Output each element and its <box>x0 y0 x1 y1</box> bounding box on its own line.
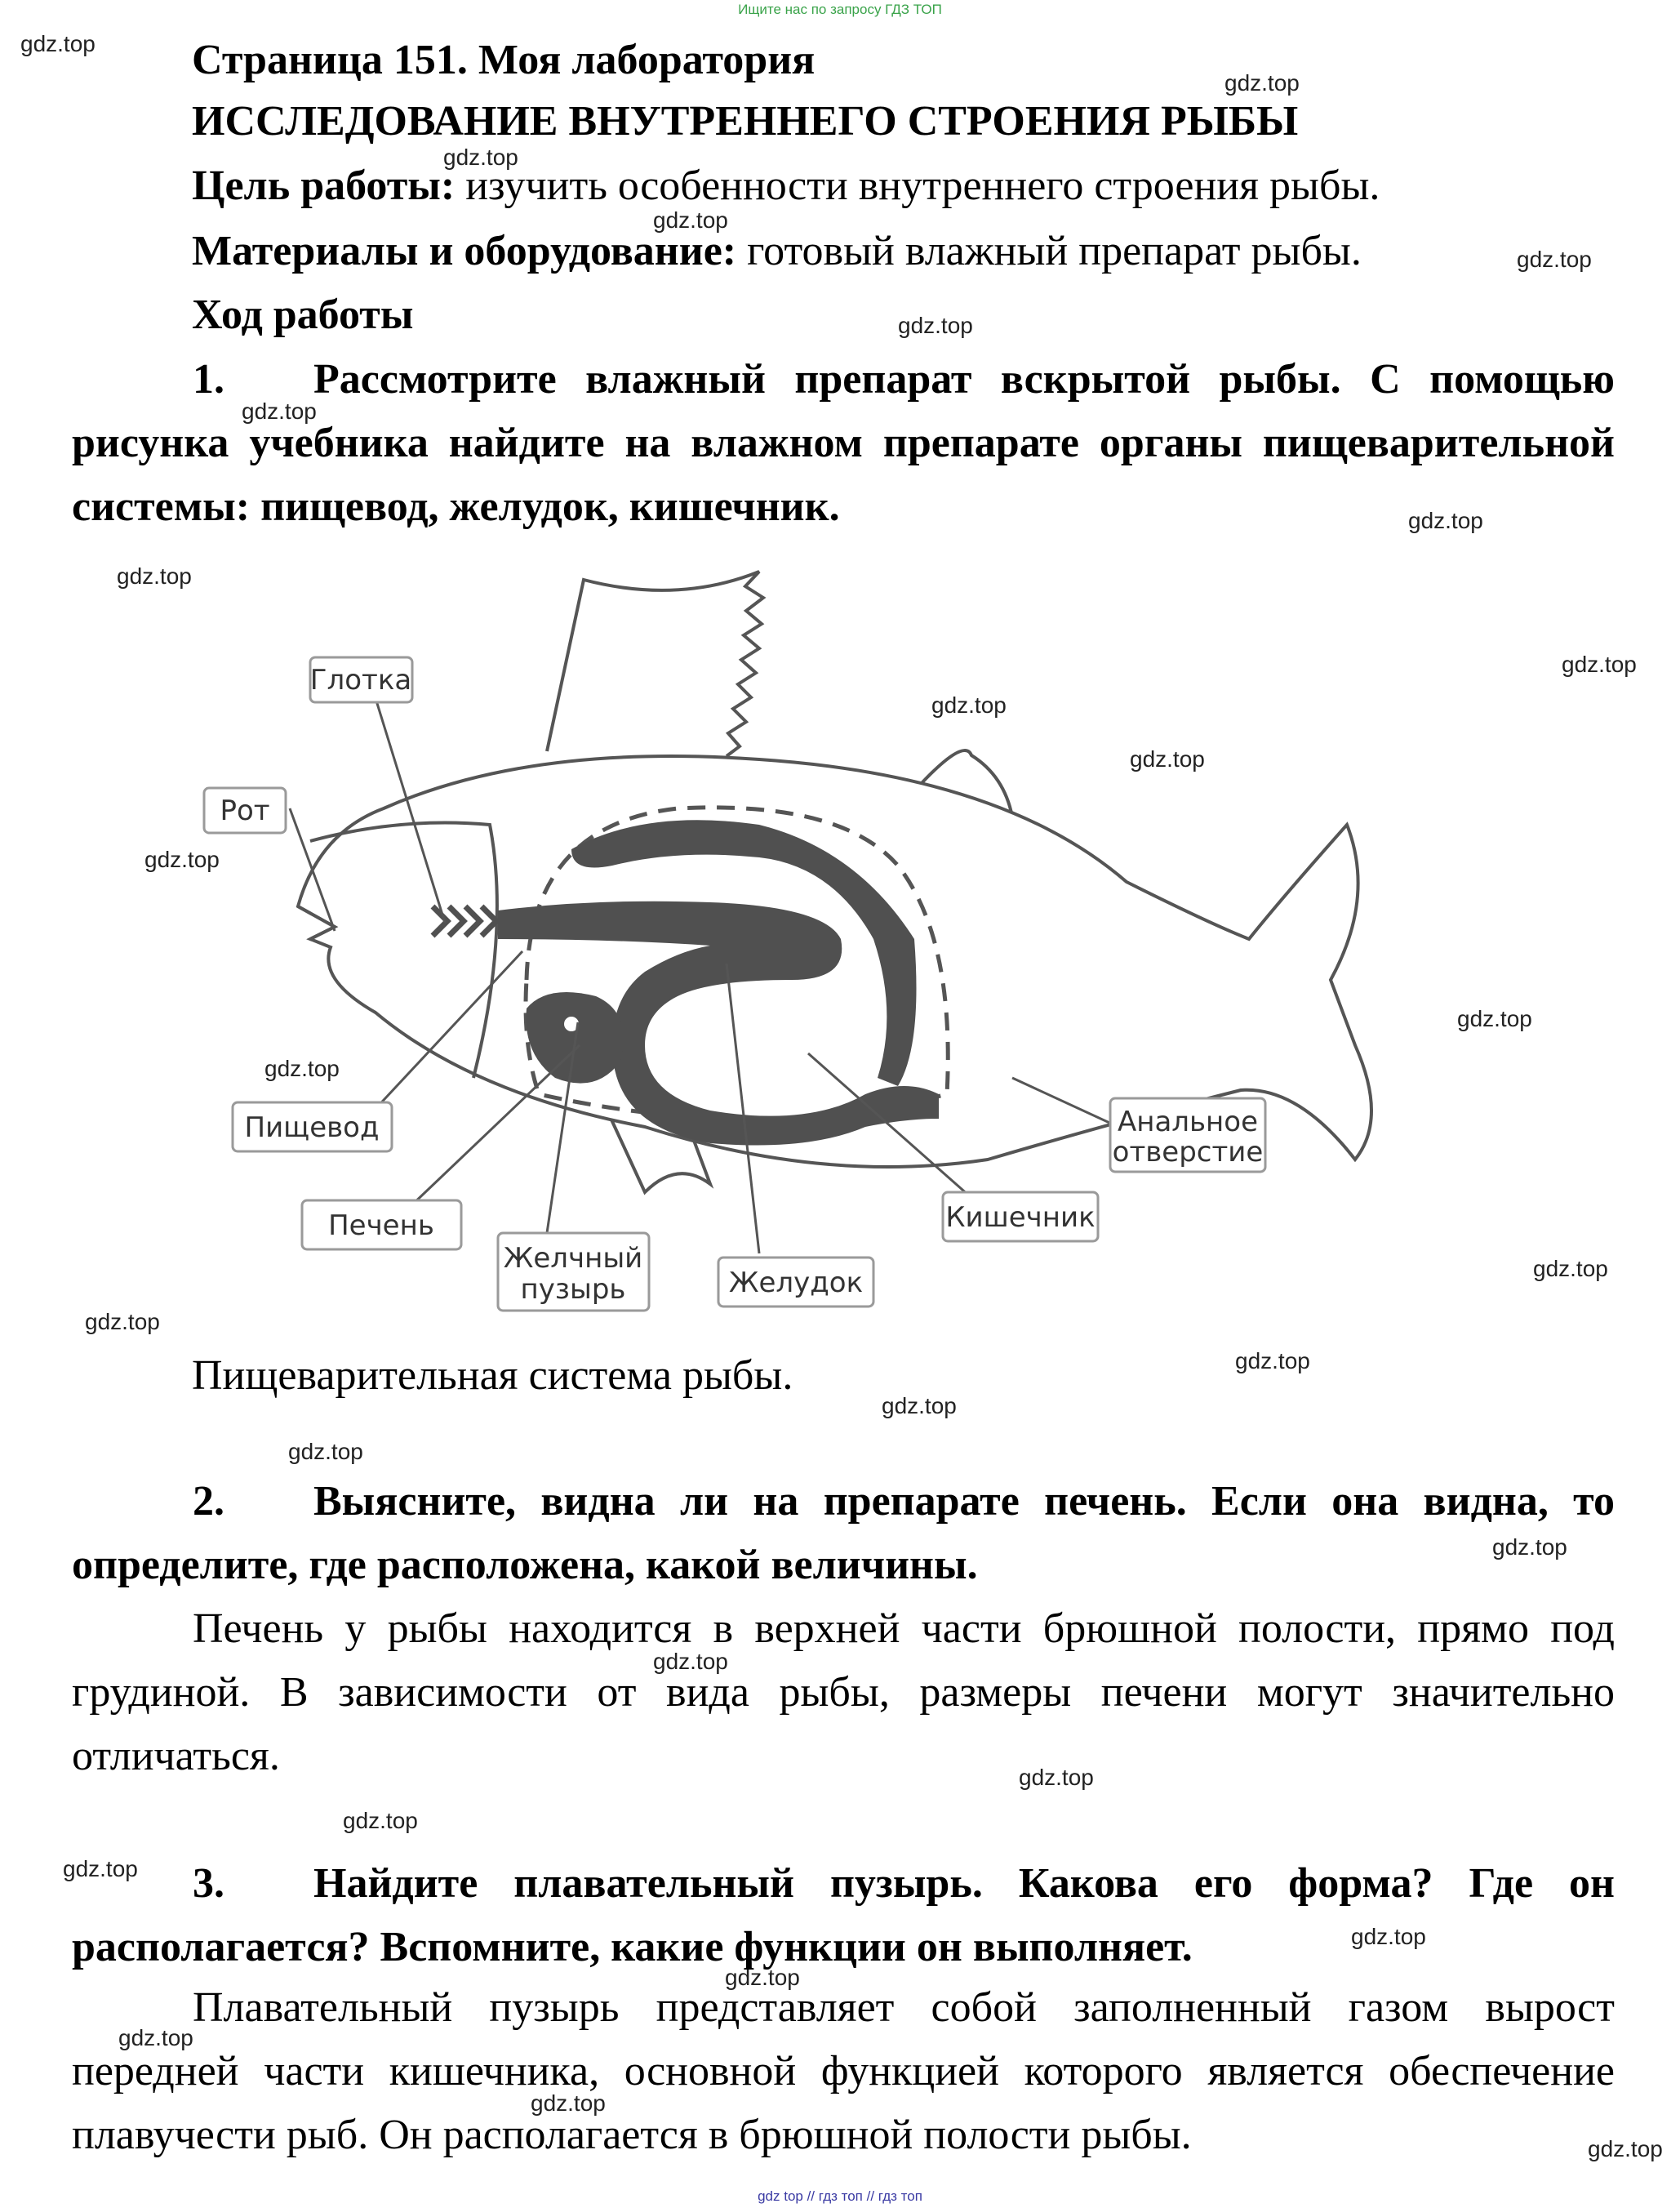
watermark: gdz.top <box>882 1393 957 1418</box>
watermark: gdz.top <box>1492 1534 1567 1560</box>
watermark: gdz.top <box>85 1309 160 1334</box>
task-2 <box>72 1470 1615 1597</box>
watermark: gdz.top <box>931 692 1007 718</box>
label-intestine <box>943 1192 1098 1241</box>
watermark: gdz.top <box>1457 1006 1532 1031</box>
watermark: gdz.top <box>1562 652 1637 677</box>
goal-text: изучить особенности внутреннего строения рыбы. <box>455 162 1380 209</box>
label-liver-text: Печень <box>328 1209 434 1242</box>
task-3-text: Найдите плавательный пузырь. Какова его форма? Где он располагается? Вспомните, какие функции он выполняет. <box>72 1860 1615 1970</box>
label-gallbladder-text-1: Желчный <box>503 1242 643 1275</box>
label-stomach-text: Желудок <box>728 1266 864 1299</box>
watermark: gdz.top <box>725 1965 800 1990</box>
watermark: gdz.top <box>1130 746 1205 772</box>
label-mouth <box>204 788 286 833</box>
label-anus <box>1110 1098 1265 1172</box>
task-3-answer: Плавательный пузырь представляет собой заполненный газом вырост передней части кишечника, основной функцией которого является обеспечение плавучести рыб. Он располагается в брюшной полости рыбы. <box>72 1984 1615 2158</box>
task-1-text: Рассмотрите влажный препарат вскрытой рыбы. С помощью рисунка учебника найдите на влажном препарате органы пищеварительной системы: пищевод, желудок, кишечник. <box>72 356 1615 530</box>
task-3 <box>72 1852 1615 1979</box>
task-2-number: 2. <box>193 1478 224 1525</box>
watermark: gdz.top <box>20 31 96 56</box>
watermark: gdz.top <box>653 207 728 233</box>
watermark: gdz.top <box>653 1649 728 1674</box>
watermark: gdz.top <box>1533 1256 1608 1281</box>
label-mouth-text: Рот <box>220 795 270 827</box>
watermark: gdz.top <box>898 313 973 338</box>
watermark: gdz.top <box>1517 247 1592 272</box>
watermark: gdz.top <box>117 563 192 589</box>
label-anus-text-1: Анальное <box>1117 1106 1259 1138</box>
watermark: gdz.top <box>1588 2136 1663 2161</box>
watermark: gdz.top <box>443 145 518 170</box>
label-gallbladder <box>498 1233 649 1311</box>
task-2-answer: Печень у рыбы находится в верхней части брюшной полости, прямо под грудиной. В зависимости от вида рыбы, размеры печени могут значительно отличаться. <box>72 1605 1615 1779</box>
watermark: gdz.top <box>1224 70 1300 96</box>
procedure-title: Ход работы <box>192 292 414 338</box>
materials-line <box>192 227 1362 275</box>
label-esophagus-text: Пищевод <box>244 1111 380 1144</box>
label-intestine-text: Кишечник <box>945 1201 1096 1234</box>
top-banner: Ищите нас по запросу ГДЗ ТОП <box>738 2 942 17</box>
fish-digestive-diagram <box>188 555 1673 1323</box>
label-anus-text-2: отверстие <box>1112 1136 1264 1169</box>
materials-label: Материалы и оборудование: <box>192 228 737 274</box>
watermark: gdz.top <box>1408 508 1483 533</box>
dorsal-fin <box>547 572 763 756</box>
label-esophagus <box>233 1102 392 1151</box>
watermark: gdz.top <box>343 1808 418 1833</box>
task-2-text: Выясните, видна ли на препарате печень. Если она видна, то определите, где расположена, какой величины. <box>72 1478 1615 1588</box>
goal-line <box>192 162 1380 210</box>
task-3-number: 3. <box>193 1860 224 1907</box>
task-1 <box>72 348 1615 539</box>
watermark: gdz.top <box>264 1056 340 1081</box>
watermark: gdz.top <box>1235 1348 1310 1373</box>
label-pharynx <box>310 657 412 702</box>
materials-text: готовый влажный препарат рыбы. <box>736 228 1362 274</box>
page-title: Страница 151. Моя лаборатория <box>192 37 816 83</box>
watermark: gdz.top <box>1351 1924 1426 1949</box>
label-stomach <box>718 1258 873 1307</box>
watermark: gdz.top <box>531 2090 606 2116</box>
bottom-banner: gdz top // гдз топ // гдз топ <box>758 2188 922 2204</box>
watermark: gdz.top <box>144 847 220 872</box>
goal-label: Цель работы: <box>192 162 456 209</box>
section-title: ИССЛЕДОВАНИЕ ВНУТРЕННЕГО СТРОЕНИЯ РЫБЫ <box>192 98 1299 145</box>
task-1-number: 1. <box>193 356 224 403</box>
label-pharynx-text: Глотка <box>309 664 412 697</box>
watermark: gdz.top <box>1019 1765 1094 1790</box>
watermark: gdz.top <box>288 1439 363 1464</box>
watermark: gdz.top <box>242 398 317 424</box>
watermark: gdz.top <box>63 1856 138 1881</box>
label-liver <box>302 1200 461 1249</box>
label-gallbladder-text-2: пузырь <box>520 1273 626 1306</box>
watermark: gdz.top <box>118 2025 193 2050</box>
figure-caption: Пищеварительная система рыбы. <box>192 1352 793 1399</box>
